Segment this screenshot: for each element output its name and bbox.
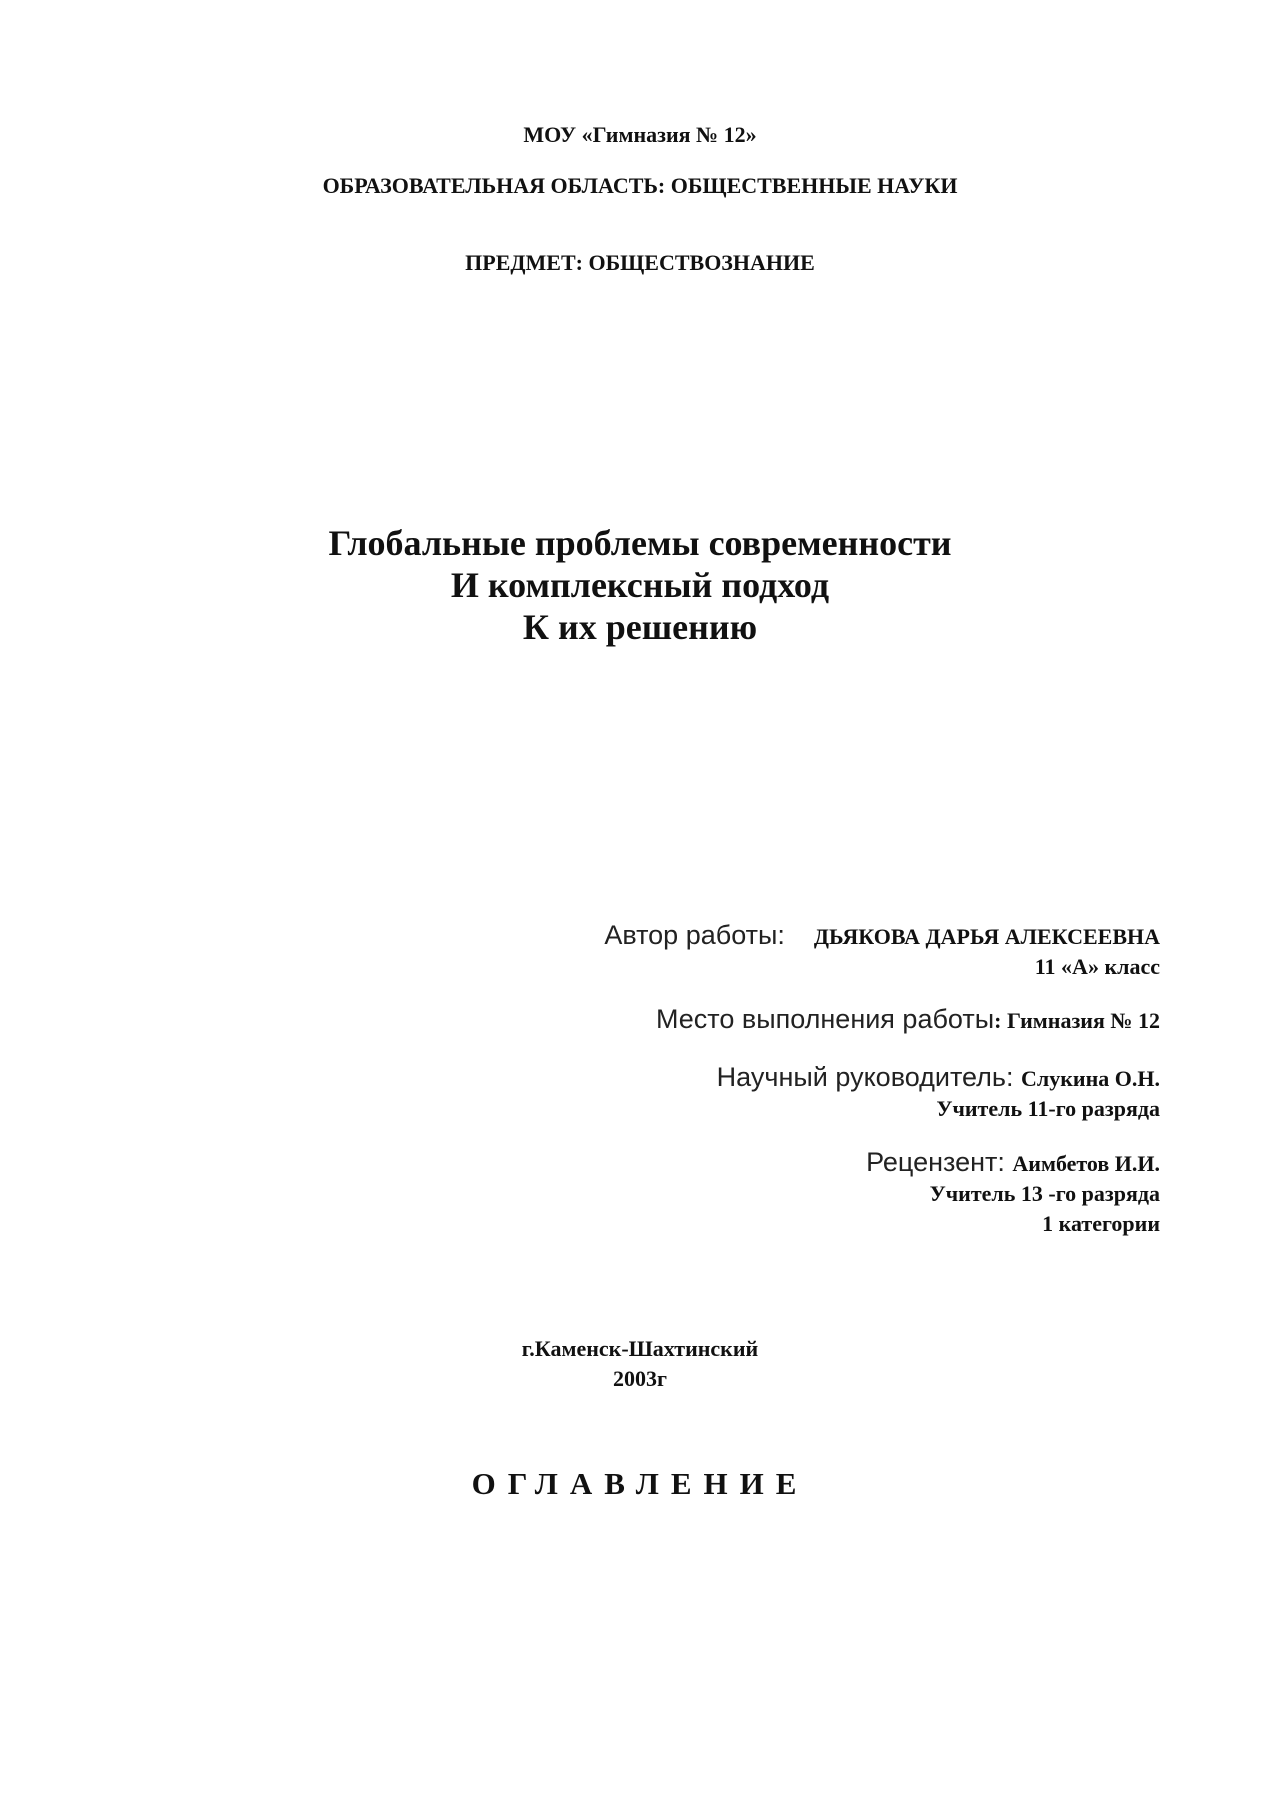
school-name: МОУ «Гимназия № 12» <box>523 122 757 147</box>
title-line-3: К их решению <box>522 607 758 647</box>
educational-area: ОБРАЗОВАТЕЛЬНАЯ ОБЛАСТЬ: ОБЩЕСТВЕННЫЕ НАУКИ <box>322 173 958 198</box>
title-line-2: И комплексный подход <box>450 565 830 605</box>
place-label: Место выполнения работы <box>655 1004 995 1034</box>
toc-heading: ОГЛАВЛЕНИЕ <box>471 1466 809 1501</box>
reviewer-name: Аимбетов И.И. <box>1012 1151 1160 1176</box>
city-year-block <box>0 1334 1280 1394</box>
supervisor-label: Научный руководитель: <box>716 1062 1022 1092</box>
supervisor-block <box>717 1062 1160 1124</box>
year: 2003г <box>613 1366 667 1391</box>
title-line-1: Глобальные проблемы современности <box>328 523 952 563</box>
author-block <box>604 920 1160 982</box>
place-value: : Гимназия № 12 <box>994 1008 1160 1033</box>
reviewer-block <box>866 1147 1160 1239</box>
supervisor-position: Учитель 11-го разряда <box>936 1096 1160 1121</box>
author-name: ДЬЯКОВА ДАРЬЯ АЛЕКСЕЕВНА <box>813 924 1160 949</box>
subject-line: ПРЕДМЕТ: ОБЩЕСТВОЗНАНИЕ <box>465 250 815 275</box>
work-title <box>0 522 1280 648</box>
reviewer-category: 1 категории <box>1042 1211 1160 1236</box>
supervisor-name: Слукина О.Н. <box>1021 1066 1160 1091</box>
city: г.Каменск-Шахтинский <box>521 1336 759 1361</box>
reviewer-label: Рецензент: <box>866 1147 1013 1177</box>
reviewer-position: Учитель 13 -го разряда <box>929 1181 1160 1206</box>
place-block <box>656 1004 1160 1036</box>
author-label: Автор работы: <box>604 920 785 950</box>
author-class: 11 «А» класс <box>1034 954 1160 979</box>
